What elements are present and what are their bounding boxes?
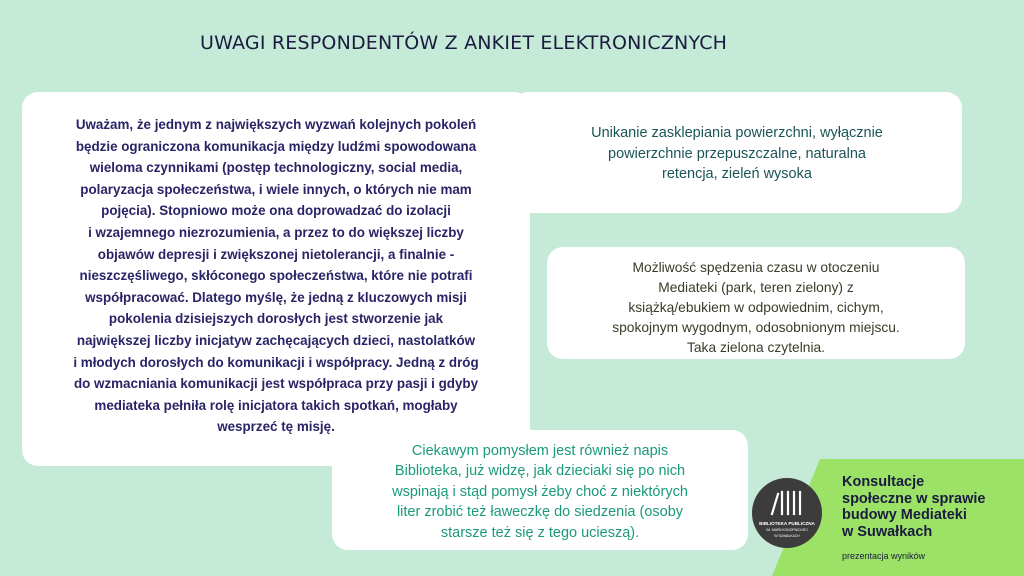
main-comment-line: największej liczby inicjatyw zachęcających dzieci, nastolatków	[76, 332, 476, 348]
comment-line: Unikanie zasklepiania powierzchni, wyłącznie	[591, 125, 883, 141]
logo-patron: IM. MARII KONOPNICKIEJ	[766, 528, 808, 532]
main-comment-line: mediateka pełniła rolę inicjatora takich spotkań, mogłaby	[94, 397, 458, 413]
main-comment-line: Uważam, że jednym z największych wyzwań kolejnych pokoleń	[75, 117, 477, 132]
main-comment-line: pojęcia). Stopniowo może ona doprowadzać do izolacji	[101, 203, 451, 219]
comment-line: powierzchnie przepuszczalne, naturalna	[608, 145, 866, 162]
consultation-title	[842, 474, 1018, 540]
main-comment-line: objawów depresji i zwiększonej nietolerancji, a finalnie -	[97, 246, 455, 262]
comment-line: wspinają i stąd pomysł żeby choć z niektórych	[392, 483, 688, 500]
main-comment-line: wesprzeć tę misję.	[217, 419, 335, 435]
comment-line: Ciekawym pomysłem jest również napis	[411, 443, 669, 459]
page-title: UWAGI RESPONDENTÓW Z ANKIET ELEKTRONICZNYCH	[200, 32, 728, 54]
comment-card-surfaces	[512, 92, 962, 213]
comment-line: Taka zielona czytelnia.	[686, 340, 826, 355]
comment-line: Mediateki (park, teren zielony) z	[658, 280, 854, 295]
books-icon	[752, 478, 822, 522]
consultation-title-line: budowy Mediateki	[842, 507, 967, 523]
comment-line: starsze też się z tego ucieszą).	[440, 524, 640, 541]
comment-line: Biblioteka, już widzę, jak dzieciaki się po nich	[394, 463, 686, 480]
main-comment-line: pokolenia dzisiejszych dorosłych jest stworzenie jak	[108, 311, 444, 327]
consultation-subtitle: prezentacja wyników	[842, 551, 926, 561]
main-comment-line: wieloma czynnikami (postęp technologiczny, social media,	[89, 160, 463, 176]
main-comment-card	[22, 92, 530, 466]
comment-line: Możliwość spędzenia czasu w otoczeniu	[632, 260, 880, 275]
comment-line: liter zrobić też ławeczkę do siedzenia (osoby	[396, 504, 684, 521]
main-comment-line: i młodych dorosłych do komunikacji i współpracy. Jedną z dróg	[73, 354, 479, 370]
main-comment-line: do wzmacniania komunikacji jest współpraca przy pasji i gdyby	[73, 376, 479, 392]
comment-line: retencja, zieleń wysoka	[662, 166, 812, 182]
comment-line: książką/ebukiem w odpowiednim, cichym,	[628, 300, 884, 315]
comment-line: spokojnym wygodnym, odosobnionym miejscu.	[612, 320, 900, 335]
main-comment-line: i wzajemnego niezrozumienia, a przez to do większej liczby	[88, 224, 464, 240]
comment-card-green-reading-room	[547, 247, 965, 359]
library-logo	[752, 478, 822, 548]
main-comment-line: współpracować. Dlatego myślę, że jedną z kluczowych misji	[85, 289, 467, 305]
main-comment-line: będzie ograniczona komunikacja między ludźmi spowodowana	[75, 138, 477, 154]
main-comment-line: polaryzacja społeczeństwa, i wiele innych, o których nie mam	[80, 181, 472, 197]
consultation-title-line: w Suwałkach	[842, 523, 933, 540]
comment-card-library-letters	[332, 430, 748, 550]
main-comment-line: nieszczęśliwego, skłóconego społeczeństwa, które nie potrafi	[79, 268, 473, 284]
logo-name: BIBLIOTEKA PUBLICZNA	[759, 521, 815, 526]
consultation-title-line: społeczne w sprawie	[842, 490, 986, 507]
consultation-title-line: Konsultacje	[842, 474, 925, 490]
logo-city: W SUWAŁKACH	[774, 534, 800, 538]
